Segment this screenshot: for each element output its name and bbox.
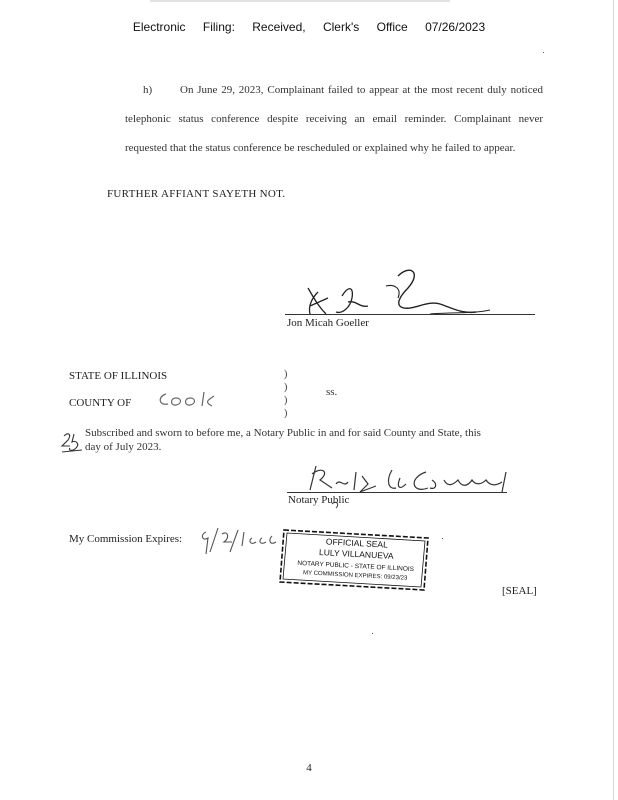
header-word: Filing: — [202, 20, 235, 34]
notary-signature-line — [287, 492, 507, 493]
day-handwriting-image — [60, 430, 84, 458]
commission-label: My Commission Expires: — [69, 533, 183, 545]
commission-date-handwriting-image — [198, 522, 280, 562]
stamp-line-3: NOTARY PUBLIC - STATE OF ILLINOIS — [297, 559, 415, 574]
closing-statement: FURTHER AFFIANT SAYETH NOT. — [107, 188, 286, 200]
header-word: Office — [376, 20, 408, 34]
page-number: 4 — [306, 762, 312, 774]
page-edge-line — [613, 0, 614, 800]
paragraph-text: On June 29, 2023, Complainant failed to appear at the most recent duly noticed telephonic status conference despite receiving an email reminder. Complainant never requested that the status conference be rescheduled or explained why he failed to appear. — [125, 84, 543, 154]
state-label: STATE OF ILLINOIS — [69, 370, 168, 382]
affidavit-paragraph-h — [125, 76, 543, 163]
scan-speck — [442, 538, 443, 539]
header-date: 07/26/2023 — [425, 20, 486, 34]
scan-speck — [372, 633, 373, 634]
signature-line — [285, 314, 535, 315]
signer-name: Jon Micah Goeller — [287, 317, 369, 329]
scan-speck — [543, 52, 544, 53]
item-label: h) — [143, 84, 153, 96]
seal-label: [SEAL] — [502, 585, 537, 597]
jurisdiction-brace: ) ) ) ) — [284, 369, 288, 419]
oath-text-date: day of July 2023. — [85, 441, 162, 453]
county-handwriting-image — [154, 388, 226, 410]
header-word: Clerk's — [322, 20, 360, 34]
stamp-line-1: OFFICIAL SEAL — [325, 536, 389, 550]
county-label: COUNTY OF — [69, 397, 132, 409]
scan-edge-mark — [150, 0, 450, 2]
ss-label: ss. — [326, 386, 338, 398]
oath-text: Subscribed and sworn to before me, a Notary Public in and for said County and State, this — [85, 427, 481, 439]
filing-stamp-header — [0, 20, 618, 34]
notary-stamp-image — [278, 526, 434, 594]
stamp-line-2: LULY VILLANUEVA — [318, 547, 394, 561]
stamp-line-4: MY COMMISSION EXPIRES: 09/23/23 — [302, 570, 408, 582]
header-word: Electronic — [132, 20, 186, 34]
header-word: Received, — [252, 20, 306, 34]
notary-title: Notary Public — [288, 494, 350, 506]
oath-paragraph — [85, 426, 543, 454]
